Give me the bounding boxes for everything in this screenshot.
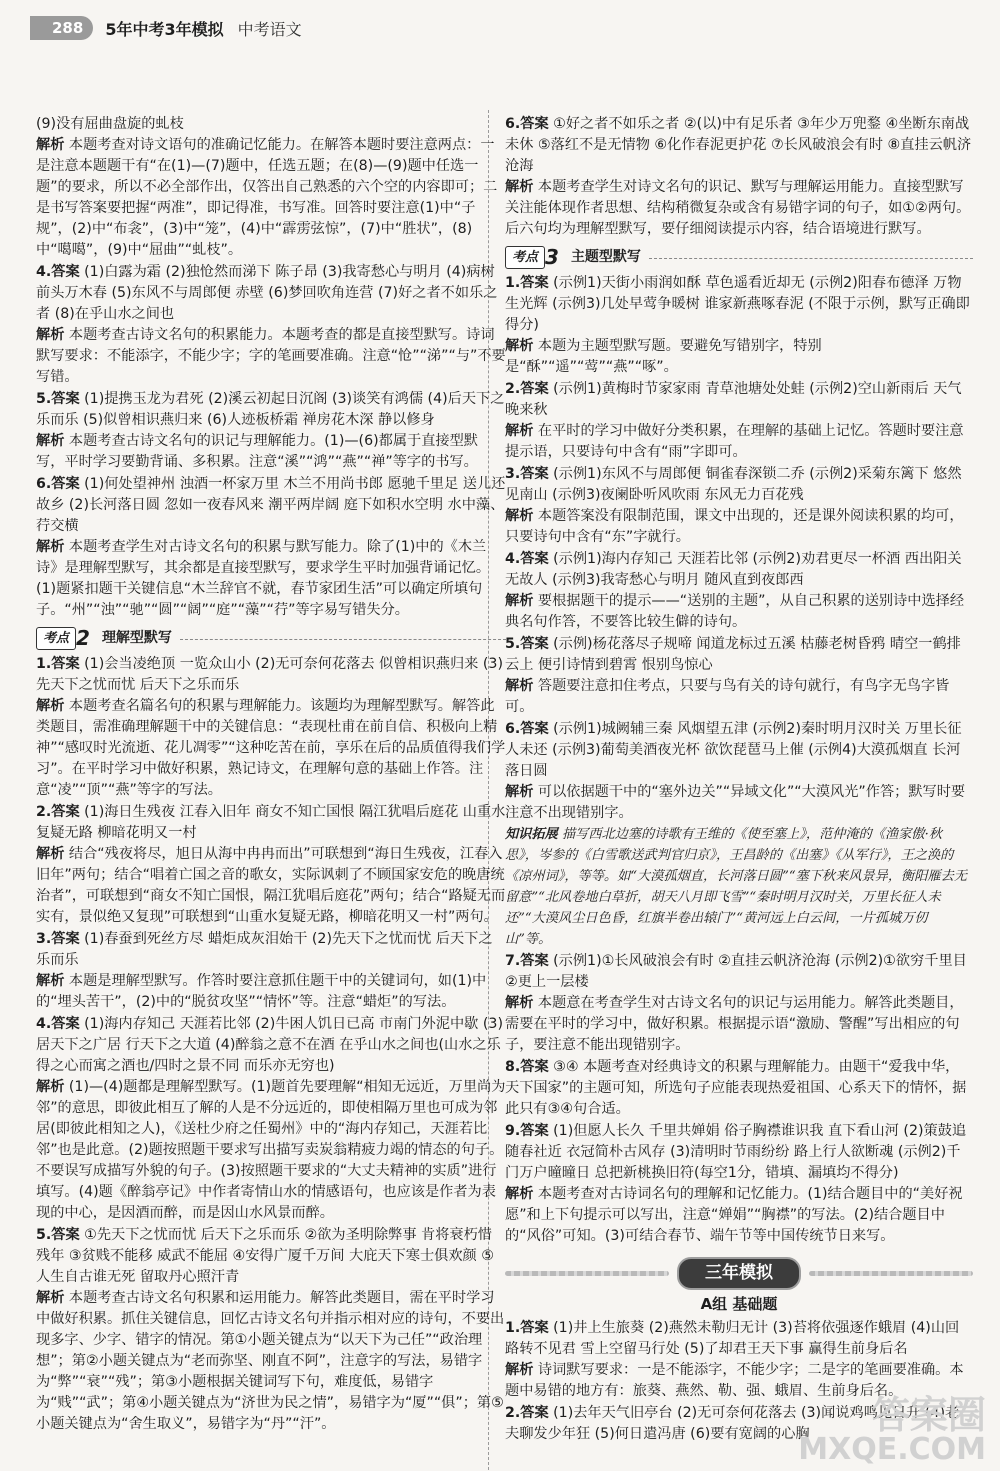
answer-item xyxy=(36,654,506,801)
answer-line: 6.答案 (示例1)城阙辅三秦 风烟望五津 (示例2)秦时明月汉时关 万里长征人未还 (示例3)葡萄美酒夜光杯 欲饮琵琶马上催 (示例4)大漠孤烟直 长河落日圆 xyxy=(505,721,962,779)
answer-line: 8.答案 ③④ 本题考查对经典诗文的积累与理解能力。由题干“爱我中华，天下国家”的主题可知，所选句子应能表现热爱祖国、心系天下的情怀，据此只有③④句合适。 xyxy=(505,1059,967,1117)
analysis-line: 解析 诗词默写要求：一是不能添字，不能少字；二是字的笔画要准确。本题中易错的地方有：旅葵、燕然、勒、强、蛾眉、生前身后名。 xyxy=(505,1362,964,1399)
entry-label: 1.答案 xyxy=(36,656,80,672)
entry-label: 2.答案 xyxy=(36,804,80,820)
answer-line: 5.答案 ①先天下之忧而忧 后天下之乐而乐 ②欲为圣明除弊事 肯将衰朽惜残年 ③贫贱不能移 威武不能屈 ④安得广厦千万间 大庇天下寒士俱欢颜 ⑤人生自古谁无死 留取丹心照汗青 xyxy=(36,1227,494,1285)
entry-label: 3.答案 xyxy=(505,466,549,482)
analysis-line: 解析 结合“残夜将尽，旭日从海中冉冉而出”可联想到“海日生残夜，江春入旧年”两句；结合“唱着亡国之音的歌女，实际讽刺了不顾国家安危的晚唐统治者”，可联想到“商女不知亡国恨，隔江犹唱后庭花”两句；结合“路疑无而实有，景似绝又复现”可联想到“山重水复疑无路，柳暗花明又一村”两句。 xyxy=(36,846,506,925)
analysis-line: 解析 (1)—(4)题都是理解型默写。(1)题首先要理解“相知无远近，万里尚为邻”的意思，即彼此相互了解的人是不分远近的，即使相隔万里也可成为邻居(即彼此相知之人)，《送杜少府之任蜀州》中的“海内存知己，天涯若比邻”也是此意。(2)题按照题干要求写出描写卖炭翁精疲力竭的情态的句子。不要误写成描写外貌的句子。(3)按照题干要求的“大丈夫精神的实质”进行填写。(4)题《醉翁亭记》中作者寄情山水的情感语句，也应该是作者为表现的中心，是因酒而醉，而是因山水风景而醉。 xyxy=(36,1079,506,1221)
analysis-line: 解析 要根据题干的提示——“送别的主题”，从自己积累的送别诗中选择经典名句作答，不要答比较生僻的诗句。 xyxy=(505,593,965,630)
entry-label: 解析 xyxy=(505,508,534,524)
answer-item xyxy=(36,389,506,473)
section-number: 3 xyxy=(545,245,559,269)
entry-label: 5.答案 xyxy=(505,636,549,652)
entry-label: 解析 xyxy=(505,593,534,609)
banner-title: 三年模拟 xyxy=(677,1257,801,1290)
answer-item xyxy=(36,1225,506,1435)
book-subject: 中考语文 xyxy=(237,19,302,39)
analysis-line: 解析 本题考查古诗文名句的积累能力。本题考查的都是直接型默写。诗词默写要求：不能添字，不能少字；字的笔画要准确。注意“怆”“涕”“与”不要写错。 xyxy=(36,327,506,385)
section-rule xyxy=(180,638,506,640)
analysis-line: 解析 答题要注意扣住考点，只要与鸟有关的诗句就行，有鸟字无鸟字皆可。 xyxy=(505,678,950,715)
entry-label: 解析 xyxy=(36,1079,65,1095)
answer-line: 4.答案 (1)白露为霜 (2)独怆然而涕下 陈子昂 (3)我寄愁心与明月 (4)病树前头万木春 (5)东风不与周郎便 赤壁 (6)梦回吹角连营 (7)好之者不如乐之者 (8)在乎山水之间也 xyxy=(36,264,498,322)
answer-line: 2.答案 (1)海日生残夜 江春入旧年 商女不知亡国恨 隔江犹唱后庭花 山重水复疑无路 柳暗花明又一村 xyxy=(36,804,506,841)
page-number: 288 xyxy=(30,16,93,40)
section-title: 主题型默写 xyxy=(570,249,641,265)
entry-label: 4.答案 xyxy=(36,264,80,280)
entry-label: 4.答案 xyxy=(505,551,549,567)
entry-label: 解析 xyxy=(36,846,65,862)
answer-line: 1.答案 (1)会当凌绝顶 一览众山小 (2)无可奈何花落去 似曾相识燕归来 (3)先天下之忧而忧 后天下之乐而乐 xyxy=(36,656,503,693)
answer-item xyxy=(505,719,973,950)
entry-label: 9.答案 xyxy=(505,1123,549,1139)
entry-label: 解析 xyxy=(36,539,65,555)
answer-line: 6.答案 (1)何处望神州 浊酒一杯家万里 木兰不用尚书郎 愿驰千里足 送儿还故乡 (2)长河落日圆 忽如一夜春风来 潮平两岸阔 庭下如积水空明 水中藻、荇交横 xyxy=(36,476,506,534)
answer-line: 2.答案 (示例1)黄梅时节家家雨 青草池塘处处蛙 (示例2)空山新雨后 天气晚来秋 xyxy=(505,381,962,418)
answer-item xyxy=(36,114,506,261)
entry-label: 解析 xyxy=(36,973,65,989)
analysis-line: 解析 本题考查古诗文名句的识记与理解能力。(1)—(6)都属于直接型默写，平时学习要勤背诵、多积累。注意“溪”“鸿”“燕”“禅”等字的书写。 xyxy=(36,433,478,470)
section-title: 理解型默写 xyxy=(101,630,172,646)
analysis-line: 解析 本题为主题型默写题。要避免写错别字，特别是“酥”“遥”“莺”“燕”“啄”。 xyxy=(505,338,822,375)
book-brand: 5年中考3年模拟 xyxy=(105,19,224,39)
answer-line: 5.答案 (1)提携玉龙为君死 (2)溪云初起日沉阁 (3)谈笑有鸿儒 (4)后天下之乐而乐 (5)似曾相识燕归来 (6)人迹板桥霜 禅房花木深 静以修身 xyxy=(36,391,505,428)
banner-rule-left xyxy=(505,1271,669,1276)
entry-label: 解析 xyxy=(505,423,534,439)
analysis-line: 解析 本题考查对诗文语句的准确记忆能力。在解答本题时要注意两点：一是注意本题题干有“在(1)—(7)题中，任选五题；在(8)—(9)题中任选一题”的要求，所以不必全部作出，仅答出自己熟悉的六个空的内容即可；二是书写答案要把握“两准”，即记得准，书写准。回答时要注意(1)中“子规”，(2)中“布衾”，(3)中“笼”，(4)中“霹雳弦惊”，(7)中“胜状”，(8)中“噶噶”，(9)中“屈曲”“虬枝”。 xyxy=(36,137,498,258)
section-rule xyxy=(649,257,973,259)
entry-label: 2.答案 xyxy=(505,381,549,397)
answer-line: 1.答案 (1)井上生旅葵 (2)燕然未勒归无计 (3)苔将依强逐作蛾眉 (4)山回路转不见君 雪上空留马行处 (5)了却君王天下事 赢得生前身后名 xyxy=(505,1320,960,1357)
entry-label: 6.答案 xyxy=(505,721,549,737)
entry-label: 8.答案 xyxy=(505,1059,549,1075)
entry-label: 解析 xyxy=(505,678,534,694)
section-tag: 考点 xyxy=(505,246,545,269)
answer-item xyxy=(36,474,506,621)
answer-line: 4.答案 (示例1)海内存知己 天涯若比邻 (示例2)劝君更尽一杯酒 西出阳关无故人 (示例3)我寄愁心与明月 随风直到夜郎西 xyxy=(505,551,962,588)
entry-label: 4.答案 xyxy=(36,1016,80,1032)
entry-label: 解析 xyxy=(36,698,65,714)
analysis-line: 解析 本题考查学生对诗文名句的识记、默写与理解运用能力。直接型默写关注能体现作者思想、结构稍微复杂或含有易错字词的句子，如①②两句。后六句均为理解型默写，要仔细阅读提示内容，结合语境进行默写。 xyxy=(505,179,971,237)
answer-line: 2.答案 (1)去年天气旧亭台 (2)无可奈何花落去 (3)闻说鸡鸣见日升 (4)老夫聊发少年狂 (5)何日遣冯唐 (6)要有宽阔的心胸 xyxy=(505,1405,960,1442)
answer-line: 4.答案 (1)海内存知己 天涯若比邻 (2)牛困人饥日已高 市南门外泥中歇 (3)居天下之广居 行天下之大道 (4)醉翁之意不在酒 在乎山水之间也(山水之乐 得之心而寓之酒也/四时之景不同 而乐亦无穷也) xyxy=(36,1016,503,1074)
entry-label: 5.答案 xyxy=(36,1227,80,1243)
answer-line: 3.答案 (1)春蚕到死丝方尽 蜡炬成灰泪始干 (2)先天下之忧而忧 后天下之乐而乐 xyxy=(36,931,493,968)
knowledge-extension: 知识拓展 描写西北边塞的诗歌有王维的《使至塞上》，范仲淹的《渔家傲·秋思》，岑参的《白雪歌送武判官归京》，王昌龄的《出塞》《从军行》，王之涣的《凉州词》，等等。如“大漠孤烟直，长河落日圆”“塞下秋来风景异，衡阳雁去无留意”“北风卷地白草折，胡天八月即飞雪”“秦时明月汉时关，万里长征人未还”“大漠风尘日色昏，红旗半卷出辕门”“黄河远上白云间，一片孤城万仞山”等。 xyxy=(505,827,967,947)
entry-label: 解析 xyxy=(505,1362,534,1378)
answer-line: 3.答案 (示例1)东风不与周郎便 铜雀春深锁二乔 (示例2)采菊东篱下 悠然见南山 (示例3)夜阑卧听风吹雨 东风无力百花残 xyxy=(505,466,962,503)
analysis-line: 解析 本题考查名篇名句的积累与理解能力。该题均为理解型默写。解答此类题目，需准确理解题干中的关键信息：“表现杜甫在前自信、积极向上精神”“感叹时光流逝、花儿凋零”“这种吃苦在前，享乐在后的品质值得我们学习”。在平时学习中做好积累，熟记诗文，在理解句意的基础上作答。注意“凌”“顶”“燕”等字的写法。 xyxy=(36,698,506,798)
watermark xyxy=(798,1395,986,1465)
entry-label: 1.答案 xyxy=(505,275,549,291)
answer-item xyxy=(505,1318,973,1402)
entry-label: 解析 xyxy=(36,327,65,343)
section-banner xyxy=(505,1257,973,1290)
analysis-line: 解析 本题答案没有限制范围，课文中出现的，还是课外阅读积累的均可，只要诗句中含有“东”字就行。 xyxy=(505,508,964,545)
analysis-line: 解析 本题是理解型默写。作答时要注意抓住题干中的关键词句，如(1)中的“埋头苦干”，(2)中的“脱贫攻坚”“情怀”等。注意“蜡炬”的写法。 xyxy=(36,973,487,1010)
entry-label: 解析 xyxy=(505,1186,534,1202)
right-column xyxy=(505,114,973,1446)
answer-item xyxy=(505,464,973,548)
entry-label: 解析 xyxy=(36,433,65,449)
analysis-line: 解析 本题意在考查学生对古诗文名句的识记与运用能力。解答此类题目，需要在平时的学习中，做好积累。根据提示语“激励、警醒”写出相应的句子，要注意不能出现错别字。 xyxy=(505,995,964,1053)
entry-label: 解析 xyxy=(36,1290,65,1306)
answer-item xyxy=(36,929,506,1013)
entry-label: 3.答案 xyxy=(36,931,80,947)
entry-label: 6.答案 xyxy=(36,476,80,492)
entry-label: 7.答案 xyxy=(505,953,549,969)
answer-line: 5.答案 (示例)杨花落尽子规啼 闻道龙标过五溪 枯藤老树昏鸦 晴空一鹤排云上 便引诗情到碧霄 恨别鸟惊心 xyxy=(505,636,961,673)
answer-item xyxy=(505,634,973,718)
answer-line: 7.答案 (示例1)①长风破浪会有时 ②直挂云帆济沧海 (示例2)①欲穷千里目 ②更上一层楼 xyxy=(505,953,967,990)
section-heading-kaodian-2 xyxy=(36,627,506,650)
answer-item xyxy=(505,1121,973,1247)
watermark-logo-text: 答案圈 xyxy=(871,1393,986,1437)
entry-label: 解析 xyxy=(505,995,534,1011)
entry-label: 6.答案 xyxy=(505,116,549,132)
answer-line: 6.答案 ①好之者不如乐之者 ②(以)中有足乐者 ③年少万兜鍪 ④坐断东南战未休 ⑤落红不是无情物 ⑥化作春泥更护花 ⑦长风破浪会有时 ⑧直挂云帆济沧海 xyxy=(505,116,972,174)
watermark-url: MXQE.COM xyxy=(798,1432,986,1467)
left-column xyxy=(36,114,506,1436)
page-header xyxy=(30,8,980,48)
entry-label: 解析 xyxy=(505,338,534,354)
section-number: 2 xyxy=(76,626,90,650)
analysis-line: 解析 本题考查对古诗词名句的理解和记忆能力。(1)结合题目中的“美好祝愿”和上下句提示可以写出，注意“婵娟”“胸襟”的写法。(2)结合题目中的“风俗”可知。(3)可结合春节、端午节等中国传统节日来写。 xyxy=(505,1186,963,1244)
group-heading: A组 基础题 xyxy=(700,1295,778,1313)
entry-label: 解析 xyxy=(36,137,65,153)
answer-item xyxy=(36,262,506,388)
answer-item xyxy=(505,1057,973,1120)
answer-item xyxy=(505,379,973,463)
answer-line: 9.答案 (1)但愿人长久 千里共婵娟 俗子胸襟谁识我 直下看山河 (2)策鼓追随春社近 衣冠简朴古风存 (3)清明时节雨纷纷 路上行人欲断魂 (示例2)千门万户曈曈日 总把新桃换旧符(每空1分，错填、漏填均不得分) xyxy=(505,1123,967,1181)
answer-item xyxy=(505,273,973,378)
analysis-line: 解析 在平时的学习中做好分类积累，在理解的基础上记忆。答题时要注意提示语，只要诗句中含有“雨”字即可。 xyxy=(505,423,964,460)
answer-item xyxy=(505,114,973,240)
answer-item xyxy=(36,1014,506,1224)
entry-label: 5.答案 xyxy=(36,391,80,407)
answer-item xyxy=(36,802,506,928)
answer-item xyxy=(505,549,973,633)
entry-label: 解析 xyxy=(505,784,534,800)
answer-item xyxy=(505,951,973,1056)
entry-label: 2.答案 xyxy=(505,1405,549,1421)
answer-line: (9)没有屈曲盘旋的虬枝 xyxy=(36,116,184,132)
section-tag: 考点 xyxy=(36,627,76,650)
entry-label: 知识拓展 xyxy=(505,827,558,842)
section-heading-kaodian-3 xyxy=(505,246,973,269)
answer-line: 1.答案 (示例1)天街小雨润如酥 草色遥看近却无 (示例2)阳春布德泽 万物生光辉 (示例3)几处早莺争暖树 谁家新燕啄春泥 (不限于示例，默写正确即得分) xyxy=(505,275,970,333)
analysis-line: 解析 本题考查古诗文名句积累和运用能力。解答此类题目，需在平时学习中做好积累。抓住关键信息，回忆古诗文名句并指示相对应的诗句，不要出现多字、少字、错字的情况。第①小题关键点为“以天下为己任”“政治理想”；第②小题关键点为“老而弥坚、刚直不阿”，注意字的写法，易错字为“弊”“衰”“残”；第③小题根据关键词写下句，难度低，易错字为“贱”“武”；第④小题关键点为“济世为民之情”，易错字为“厦”“俱”；第⑤小题关键点为“舍生取义”，易错字为“丹”“汗”。 xyxy=(36,1290,505,1432)
analysis-line: 解析 本题考查学生对古诗文名句的积累与默写能力。除了(1)中的《木兰诗》是理解型默写，其余都是直接型默写，要求学生平时加强背诵记忆。(1)题紧扣题干关键信息“木兰辞官不就，春节家团生活”可以确定所填句子。“州”“浊”“驰”“圆”“阔”“庭”“藻”“荇”等字易写错失分。 xyxy=(36,539,491,618)
entry-label: 1.答案 xyxy=(505,1320,549,1336)
entry-label: 解析 xyxy=(505,179,534,195)
analysis-line: 解析 可以依据题干中的“塞外边关”“异域文化”“大漠风光”作答；默写时要注意不出现错别字。 xyxy=(505,784,966,821)
banner-rule-right xyxy=(809,1271,973,1276)
